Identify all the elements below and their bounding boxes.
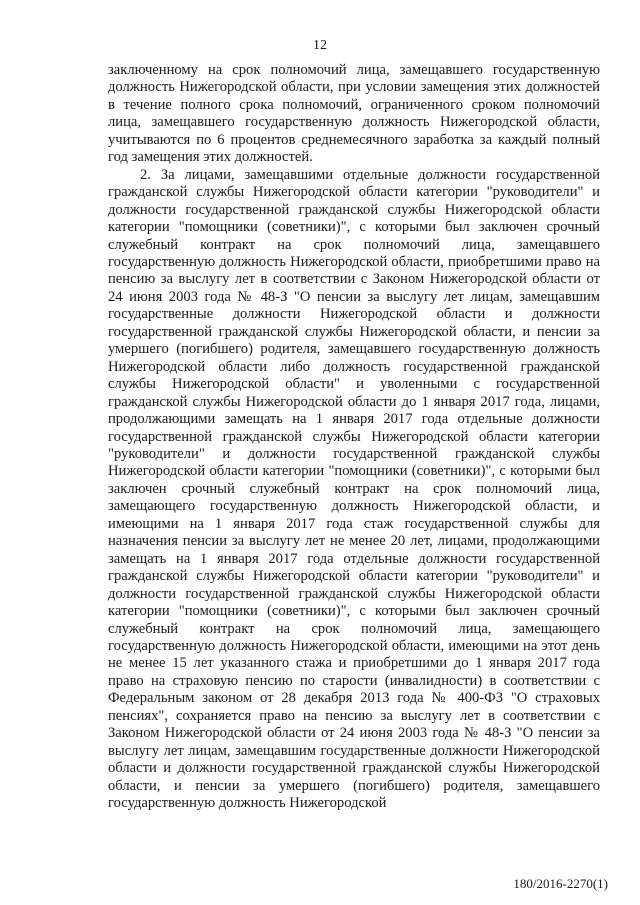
page-number: 12 <box>313 38 327 53</box>
paragraph-item-2: 2. За лицами, замещавшими отдельные должности государственной гражданской службы Нижегородской области категории "руководители" и должности государственной гражданской службы Нижегородской области категории "помощники (советники)", с которыми был заключен срочный служебный контракт на срок полномочий лица, замещавшего государственную должность Нижегородской области, приобретшими право на пенсию за выслугу лет в соответствии с Законом Нижегородской области от 24 июня 2003 года № 48-З "О пенсии за выслугу лет лицам, замещавшим государственные должности Нижегородской области и должности государственной гражданской службы Нижегородской области, и пенсии за умершего (погибшего) родителя, замещавшего государственную должность Нижегородской области либо должность государственной гражданской службы Нижегородской области" и уволенными с государственной гражданской службы Нижегородской области до 1 января 2017 года, лицами, продолжающими замещать на 1 января 2017 года отдельные должности государственной гражданской службы Нижегородской области категории "руководители" и должности государственной гражданской службы Нижегородской области категории "помощники (советники)", с которыми был заключен срочный служебный контракт на срок полномочий лица, замещающего государственную должность Нижегородской области, и имеющими на 1 января 2017 года стаж государственной службы для назначения пенсии за выслугу лет не менее 20 лет, лицами, продолжающими замещать на 1 января 2017 года отдельные должности государственной гражданской службы Нижегородской области категории "руководители" и должности государственной гражданской службы Нижегородской области категории "помощники (советники)", с которыми был заключен срочный служебный контракт на срок полномочий лица, замещающего государственную должность Нижегородской области, имеющими на этот день не менее 15 лет указанного стажа и приобретшими до 1 января 2017 года право на страховую пенсию по старости (инвалидности) в соответствии с Федеральным законом от 28 декабря 2013 года № 400-ФЗ "О страховых пенсиях", сохраняется право на пенсию за выслугу лет в соответствии с Законом Нижегородской области от 24 июня 2003 года № 48-З "О пенсии за выслугу лет лицам, замещавшим государственные должности Нижегородской области и должности государственной гражданской службы Нижегородской области, и пенсии за умершего (погибшего) родителя, замещавшего государственную должность Нижегородской <box>108 166 600 812</box>
document-code: 180/2016-2270(1) <box>513 876 608 891</box>
document-body <box>108 62 600 812</box>
paragraph-continuation: заключенному на срок полномочий лица, замещавшего государственную должность Нижегородской области, при условии замещения этих должностей в течение полного срока полномочий, ограниченного сроком полномочий лица, замещавшего государственную должность Нижегородской области, учитываются по 6 процентов среднемесячного заработка за каждый полный год замещения этих должностей. <box>108 62 600 166</box>
